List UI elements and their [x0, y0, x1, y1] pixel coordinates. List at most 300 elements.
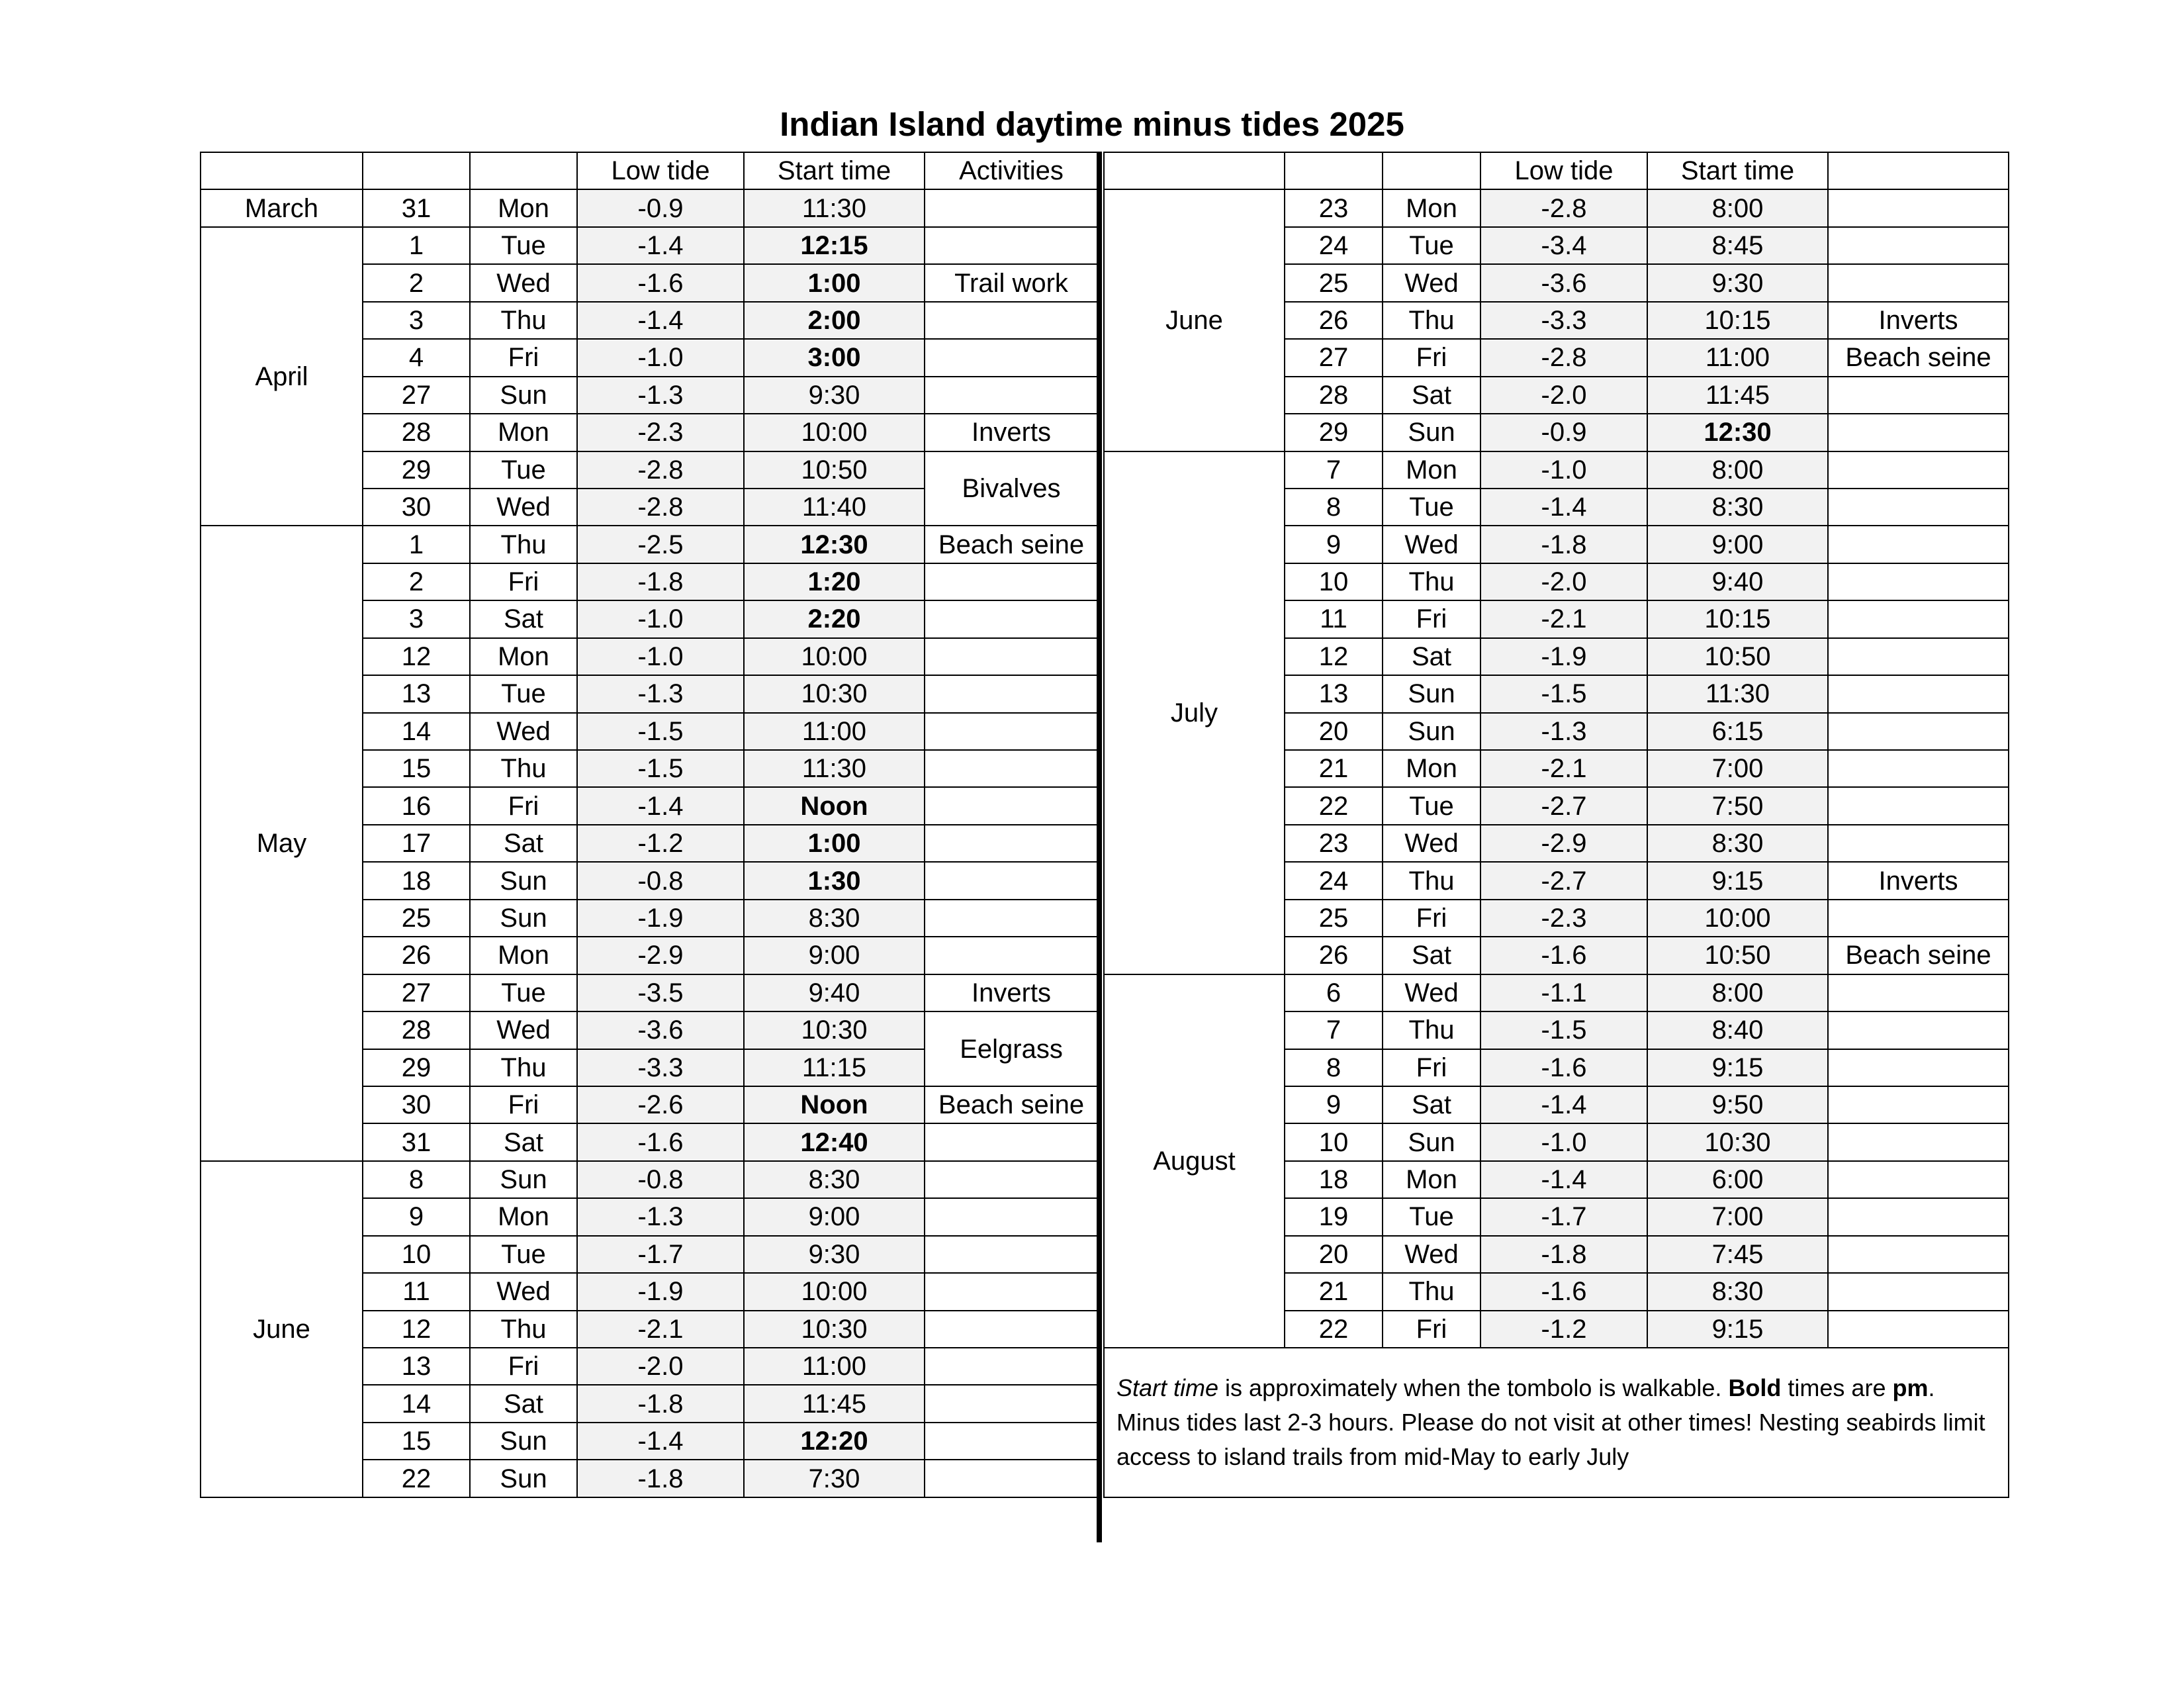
- day-cell: 14: [363, 713, 470, 750]
- start-time-cell: 8:00: [1647, 974, 1828, 1011]
- weekday-cell: Mon: [470, 414, 577, 451]
- day-cell: 12: [363, 638, 470, 675]
- start-time-cell: 6:15: [1647, 713, 1828, 750]
- weekday-cell: Sun: [470, 1423, 577, 1460]
- weekday-cell: Tue: [470, 1236, 577, 1273]
- day-cell: 3: [363, 302, 470, 339]
- start-time-cell: 1:00: [744, 825, 925, 862]
- weekday-cell: Tue: [1383, 489, 1480, 526]
- low-tide-cell: -1.2: [577, 825, 744, 862]
- weekday-cell: Fri: [470, 563, 577, 600]
- day-header: [1285, 152, 1383, 189]
- day-cell: 28: [363, 1011, 470, 1049]
- start-time-cell: 7:30: [744, 1460, 925, 1497]
- day-cell: 9: [1285, 1086, 1383, 1123]
- weekday-cell: Thu: [470, 750, 577, 787]
- page-title: Indian Island daytime minus tides 2025: [780, 105, 1404, 143]
- note-cell: [1104, 1348, 2009, 1497]
- day-cell: 9: [1285, 526, 1383, 563]
- start-time-cell: 10:30: [744, 1311, 925, 1348]
- activity-cell: [1828, 787, 2009, 824]
- low-tide-cell: -2.3: [1480, 900, 1647, 937]
- start-time-cell: 12:15: [744, 227, 925, 264]
- activity-cell: Beach seine: [1828, 339, 2009, 376]
- weekday-cell: Sat: [1383, 377, 1480, 414]
- weekday-cell: Mon: [470, 937, 577, 974]
- low-tide-cell: -1.3: [1480, 713, 1647, 750]
- activity-cell: [1828, 974, 2009, 1011]
- day-cell: 12: [363, 1311, 470, 1348]
- weekday-cell: Wed: [1383, 264, 1480, 301]
- day-cell: 27: [363, 377, 470, 414]
- low-tide-cell: -1.0: [577, 600, 744, 637]
- day-cell: 7: [1285, 451, 1383, 489]
- activity-cell: [1828, 489, 2009, 526]
- activity-cell: [1828, 1198, 2009, 1235]
- low-tide-cell: -0.9: [1480, 414, 1647, 451]
- activity-cell: Beach seine: [1828, 937, 2009, 974]
- weekday-cell: Wed: [470, 489, 577, 526]
- start-time-cell: 10:00: [744, 1273, 925, 1310]
- weekday-cell: Wed: [470, 1273, 577, 1310]
- activity-cell: [925, 377, 1098, 414]
- start-time-cell: 8:00: [1647, 189, 1828, 226]
- start-time-cell: 7:50: [1647, 787, 1828, 824]
- activity-cell: [925, 1123, 1098, 1160]
- start-time-cell: 9:50: [1647, 1086, 1828, 1123]
- activity-cell: [925, 1460, 1098, 1497]
- weekday-cell: Sat: [1383, 1086, 1480, 1123]
- weekday-cell: Sun: [470, 1161, 577, 1198]
- weekday-cell: Mon: [1383, 189, 1480, 226]
- low-tide-cell: -2.1: [577, 1311, 744, 1348]
- day-cell: 23: [1285, 825, 1383, 862]
- activities-header: [1828, 152, 2009, 189]
- start-time-cell: 10:15: [1647, 302, 1828, 339]
- low-tide-cell: -1.8: [577, 563, 744, 600]
- weekday-cell: Sun: [470, 862, 577, 899]
- table-row: [1104, 974, 2009, 1011]
- low-tide-cell: -2.9: [577, 937, 744, 974]
- weekday-header: [470, 152, 577, 189]
- day-cell: 18: [363, 862, 470, 899]
- weekday-cell: Thu: [1383, 862, 1480, 899]
- weekday-cell: Sun: [470, 900, 577, 937]
- weekday-cell: Mon: [470, 189, 577, 226]
- weekday-cell: Mon: [470, 1198, 577, 1235]
- low-tide-cell: -1.0: [1480, 1123, 1647, 1160]
- activity-cell: Bivalves: [925, 451, 1098, 526]
- activity-cell: [925, 227, 1098, 264]
- activity-cell: [1828, 675, 2009, 712]
- low-tide-cell: -3.3: [1480, 302, 1647, 339]
- low-tide-cell: -0.8: [577, 1161, 744, 1198]
- activity-cell: [1828, 750, 2009, 787]
- start-time-cell: 6:00: [1647, 1161, 1828, 1198]
- start-time-cell: 1:00: [744, 264, 925, 301]
- weekday-cell: Sun: [1383, 675, 1480, 712]
- activity-cell: [925, 713, 1098, 750]
- left-tide-table: [200, 152, 1099, 1498]
- low-tide-cell: -1.9: [577, 1273, 744, 1310]
- start-time-cell: 9:30: [1647, 264, 1828, 301]
- day-cell: 14: [363, 1385, 470, 1422]
- low-tide-cell: -1.5: [577, 713, 744, 750]
- start-time-cell: 10:30: [744, 675, 925, 712]
- weekday-cell: Fri: [470, 787, 577, 824]
- month-header: [201, 152, 363, 189]
- day-cell: 21: [1285, 1273, 1383, 1310]
- start-time-header: Start time: [744, 152, 925, 189]
- left-header-row: [201, 152, 1098, 189]
- start-time-header: Start time: [1647, 152, 1828, 189]
- activity-cell: [1828, 264, 2009, 301]
- activity-cell: Inverts: [1828, 862, 2009, 899]
- activity-cell: [1828, 825, 2009, 862]
- low-tide-cell: -2.0: [1480, 377, 1647, 414]
- low-tide-cell: -1.0: [1480, 451, 1647, 489]
- activity-cell: [1828, 1161, 2009, 1198]
- table-row: [1104, 451, 2009, 489]
- start-time-cell: 9:40: [744, 974, 925, 1011]
- activity-cell: [1828, 414, 2009, 451]
- day-cell: 17: [363, 825, 470, 862]
- day-cell: 15: [363, 1423, 470, 1460]
- right-header-row: [1104, 152, 2009, 189]
- day-cell: 13: [363, 675, 470, 712]
- low-tide-cell: -3.6: [577, 1011, 744, 1049]
- activity-cell: [925, 1273, 1098, 1310]
- weekday-cell: Thu: [470, 526, 577, 563]
- start-time-cell: 3:00: [744, 339, 925, 376]
- weekday-cell: Fri: [470, 1086, 577, 1123]
- day-cell: 8: [1285, 1049, 1383, 1086]
- activity-cell: Eelgrass: [925, 1011, 1098, 1086]
- activity-cell: [925, 862, 1098, 899]
- low-tide-cell: -1.2: [1480, 1311, 1647, 1348]
- start-time-cell: 10:50: [1647, 638, 1828, 675]
- day-cell: 26: [363, 937, 470, 974]
- low-tide-cell: -3.6: [1480, 264, 1647, 301]
- day-cell: 9: [363, 1198, 470, 1235]
- month-cell: July: [1104, 451, 1285, 974]
- low-tide-cell: -1.8: [1480, 1236, 1647, 1273]
- start-time-cell: 7:00: [1647, 750, 1828, 787]
- low-tide-cell: -1.0: [577, 339, 744, 376]
- table-row: [201, 227, 1098, 264]
- start-time-cell: 8:30: [744, 1161, 925, 1198]
- table-row: [201, 189, 1098, 226]
- start-time-cell: 11:30: [744, 750, 925, 787]
- weekday-cell: Thu: [1383, 302, 1480, 339]
- low-tide-cell: -1.5: [577, 750, 744, 787]
- low-tide-cell: -2.8: [577, 489, 744, 526]
- low-tide-cell: -1.1: [1480, 974, 1647, 1011]
- day-cell: 8: [363, 1161, 470, 1198]
- weekday-cell: Thu: [470, 1049, 577, 1086]
- activity-cell: Trail work: [925, 264, 1098, 301]
- low-tide-cell: -3.4: [1480, 227, 1647, 264]
- start-time-cell: 8:40: [1647, 1011, 1828, 1049]
- activity-cell: [1828, 638, 2009, 675]
- weekday-cell: Wed: [470, 264, 577, 301]
- low-tide-header: Low tide: [577, 152, 744, 189]
- start-time-cell: 11:00: [1647, 339, 1828, 376]
- activity-cell: [1828, 1011, 2009, 1049]
- weekday-cell: Sat: [470, 825, 577, 862]
- day-cell: 30: [363, 1086, 470, 1123]
- day-cell: 30: [363, 489, 470, 526]
- day-cell: 29: [363, 1049, 470, 1086]
- weekday-cell: Sat: [470, 600, 577, 637]
- start-time-cell: 10:00: [744, 414, 925, 451]
- weekday-cell: Wed: [1383, 825, 1480, 862]
- weekday-cell: Fri: [1383, 339, 1480, 376]
- day-cell: 13: [1285, 675, 1383, 712]
- weekday-cell: Tue: [470, 451, 577, 489]
- low-tide-cell: -1.3: [577, 377, 744, 414]
- start-time-cell: 9:30: [744, 377, 925, 414]
- activity-cell: [925, 638, 1098, 675]
- start-time-cell: 11:45: [744, 1385, 925, 1422]
- month-cell: March: [201, 189, 363, 226]
- note-row: [1104, 1348, 2009, 1497]
- weekday-cell: Tue: [1383, 787, 1480, 824]
- start-time-cell: Noon: [744, 787, 925, 824]
- activity-cell: [925, 189, 1098, 226]
- day-cell: 31: [363, 189, 470, 226]
- start-time-cell: 8:30: [1647, 1273, 1828, 1310]
- activity-cell: Beach seine: [925, 1086, 1098, 1123]
- low-tide-cell: -1.0: [577, 638, 744, 675]
- activity-cell: [925, 339, 1098, 376]
- weekday-cell: Sat: [470, 1123, 577, 1160]
- start-time-cell: 9:40: [1647, 563, 1828, 600]
- low-tide-cell: -1.6: [1480, 1273, 1647, 1310]
- start-time-cell: 11:15: [744, 1049, 925, 1086]
- bold-term: Bold: [1728, 1374, 1782, 1401]
- start-time-cell: 11:00: [744, 713, 925, 750]
- weekday-cell: Mon: [1383, 1161, 1480, 1198]
- day-cell: 6: [1285, 974, 1383, 1011]
- low-tide-cell: -1.6: [1480, 1049, 1647, 1086]
- day-cell: 8: [1285, 489, 1383, 526]
- month-cell: April: [201, 227, 363, 526]
- weekday-cell: Wed: [470, 713, 577, 750]
- activity-cell: [1828, 1123, 2009, 1160]
- activity-cell: [925, 302, 1098, 339]
- day-cell: 11: [1285, 600, 1383, 637]
- activity-cell: Inverts: [925, 974, 1098, 1011]
- day-cell: 25: [363, 900, 470, 937]
- start-time-cell: 11:30: [1647, 675, 1828, 712]
- low-tide-cell: -1.8: [577, 1385, 744, 1422]
- weekday-cell: Thu: [1383, 1273, 1480, 1310]
- table-row: [201, 1161, 1098, 1198]
- start-time-cell: 11:00: [744, 1348, 925, 1385]
- weekday-cell: Wed: [1383, 974, 1480, 1011]
- weekday-cell: Sat: [1383, 937, 1480, 974]
- note-text-1: is approximately when the tombolo is walkable.: [1218, 1374, 1729, 1401]
- weekday-cell: Mon: [1383, 451, 1480, 489]
- low-tide-cell: -0.9: [577, 189, 744, 226]
- low-tide-cell: -2.0: [577, 1348, 744, 1385]
- start-time-cell: 9:30: [744, 1236, 925, 1273]
- day-cell: 26: [1285, 937, 1383, 974]
- start-time-cell: 10:30: [1647, 1123, 1828, 1160]
- weekday-cell: Fri: [1383, 1311, 1480, 1348]
- day-cell: 10: [1285, 1123, 1383, 1160]
- start-time-cell: 9:15: [1647, 1311, 1828, 1348]
- start-time-cell: 10:15: [1647, 600, 1828, 637]
- low-tide-cell: -1.6: [577, 264, 744, 301]
- start-time-cell: 10:50: [744, 451, 925, 489]
- day-cell: 4: [363, 339, 470, 376]
- activity-cell: [1828, 1086, 2009, 1123]
- activity-cell: [925, 750, 1098, 787]
- day-cell: 24: [1285, 862, 1383, 899]
- day-cell: 22: [1285, 787, 1383, 824]
- activity-cell: [925, 1385, 1098, 1422]
- weekday-cell: Sat: [470, 1385, 577, 1422]
- day-cell: 28: [1285, 377, 1383, 414]
- start-time-term: Start time: [1116, 1374, 1219, 1401]
- start-time-cell: 10:00: [1647, 900, 1828, 937]
- start-time-cell: 2:00: [744, 302, 925, 339]
- day-cell: 27: [363, 974, 470, 1011]
- day-cell: 10: [363, 1236, 470, 1273]
- low-tide-cell: -2.1: [1480, 600, 1647, 637]
- activity-cell: [1828, 1049, 2009, 1086]
- weekday-cell: Sun: [1383, 414, 1480, 451]
- table-row: [201, 526, 1098, 563]
- activity-cell: [925, 1161, 1098, 1198]
- weekday-header: [1383, 152, 1480, 189]
- activity-cell: Inverts: [1828, 302, 2009, 339]
- day-cell: 10: [1285, 563, 1383, 600]
- day-cell: 22: [363, 1460, 470, 1497]
- activities-header: Activities: [925, 152, 1098, 189]
- low-tide-cell: -1.4: [1480, 489, 1647, 526]
- note-text-2: times are: [1781, 1374, 1893, 1401]
- weekday-cell: Fri: [1383, 1049, 1480, 1086]
- right-tide-table: [1103, 152, 2009, 1498]
- low-tide-cell: -3.5: [577, 974, 744, 1011]
- low-tide-cell: -2.1: [1480, 750, 1647, 787]
- activity-cell: [1828, 600, 2009, 637]
- low-tide-cell: -1.4: [1480, 1086, 1647, 1123]
- day-cell: 24: [1285, 227, 1383, 264]
- day-cell: 31: [363, 1123, 470, 1160]
- low-tide-cell: -1.5: [1480, 1011, 1647, 1049]
- start-time-cell: 8:30: [1647, 489, 1828, 526]
- day-cell: 13: [363, 1348, 470, 1385]
- low-tide-cell: -1.5: [1480, 675, 1647, 712]
- start-time-cell: Noon: [744, 1086, 925, 1123]
- activity-cell: [1828, 1236, 2009, 1273]
- activity-cell: [1828, 900, 2009, 937]
- activity-cell: [925, 825, 1098, 862]
- day-cell: 3: [363, 600, 470, 637]
- activity-cell: Beach seine: [925, 526, 1098, 563]
- activity-cell: [1828, 563, 2009, 600]
- start-time-cell: 8:00: [1647, 451, 1828, 489]
- day-cell: 11: [363, 1273, 470, 1310]
- weekday-cell: Mon: [1383, 750, 1480, 787]
- low-tide-cell: -1.4: [577, 302, 744, 339]
- weekday-cell: Tue: [1383, 1198, 1480, 1235]
- activity-cell: [1828, 377, 2009, 414]
- low-tide-cell: -1.4: [577, 1423, 744, 1460]
- start-time-cell: 11:40: [744, 489, 925, 526]
- activity-cell: [925, 900, 1098, 937]
- day-cell: 27: [1285, 339, 1383, 376]
- weekday-cell: Tue: [470, 675, 577, 712]
- low-tide-cell: -1.3: [577, 675, 744, 712]
- activity-cell: [925, 787, 1098, 824]
- start-time-cell: 2:20: [744, 600, 925, 637]
- low-tide-cell: -1.8: [1480, 526, 1647, 563]
- low-tide-cell: -1.7: [1480, 1198, 1647, 1235]
- day-cell: 22: [1285, 1311, 1383, 1348]
- start-time-cell: 12:40: [744, 1123, 925, 1160]
- pm-term: pm: [1892, 1374, 1929, 1401]
- day-cell: 19: [1285, 1198, 1383, 1235]
- low-tide-cell: -2.5: [577, 526, 744, 563]
- low-tide-cell: -2.8: [577, 451, 744, 489]
- start-time-cell: 8:30: [744, 900, 925, 937]
- start-time-cell: 8:45: [1647, 227, 1828, 264]
- day-cell: 23: [1285, 189, 1383, 226]
- low-tide-cell: -1.6: [577, 1123, 744, 1160]
- low-tide-cell: -1.4: [1480, 1161, 1647, 1198]
- activity-cell: [925, 1311, 1098, 1348]
- start-time-cell: 1:20: [744, 563, 925, 600]
- start-time-cell: 9:15: [1647, 862, 1828, 899]
- start-time-cell: 12:30: [1647, 414, 1828, 451]
- start-time-cell: 9:00: [744, 937, 925, 974]
- start-time-cell: 11:45: [1647, 377, 1828, 414]
- day-cell: 18: [1285, 1161, 1383, 1198]
- low-tide-cell: -1.9: [1480, 638, 1647, 675]
- start-time-cell: 9:00: [744, 1198, 925, 1235]
- low-tide-cell: -2.9: [1480, 825, 1647, 862]
- weekday-cell: Thu: [470, 1311, 577, 1348]
- weekday-cell: Fri: [470, 1348, 577, 1385]
- start-time-cell: 7:45: [1647, 1236, 1828, 1273]
- activity-cell: [1828, 713, 2009, 750]
- low-tide-cell: -1.6: [1480, 937, 1647, 974]
- start-time-cell: 7:00: [1647, 1198, 1828, 1235]
- low-tide-cell: -1.3: [577, 1198, 744, 1235]
- table-row: [1104, 189, 2009, 226]
- day-cell: 2: [363, 563, 470, 600]
- low-tide-cell: -1.9: [577, 900, 744, 937]
- activity-cell: [925, 600, 1098, 637]
- low-tide-cell: -1.4: [577, 787, 744, 824]
- month-cell: June: [1104, 189, 1285, 451]
- weekday-cell: Wed: [1383, 526, 1480, 563]
- low-tide-cell: -2.0: [1480, 563, 1647, 600]
- day-cell: 20: [1285, 713, 1383, 750]
- day-cell: 26: [1285, 302, 1383, 339]
- month-cell: May: [201, 526, 363, 1160]
- activity-cell: [1828, 189, 2009, 226]
- activity-cell: [1828, 1273, 2009, 1310]
- weekday-cell: Sun: [470, 377, 577, 414]
- low-tide-cell: -2.7: [1480, 862, 1647, 899]
- start-time-cell: 10:00: [744, 638, 925, 675]
